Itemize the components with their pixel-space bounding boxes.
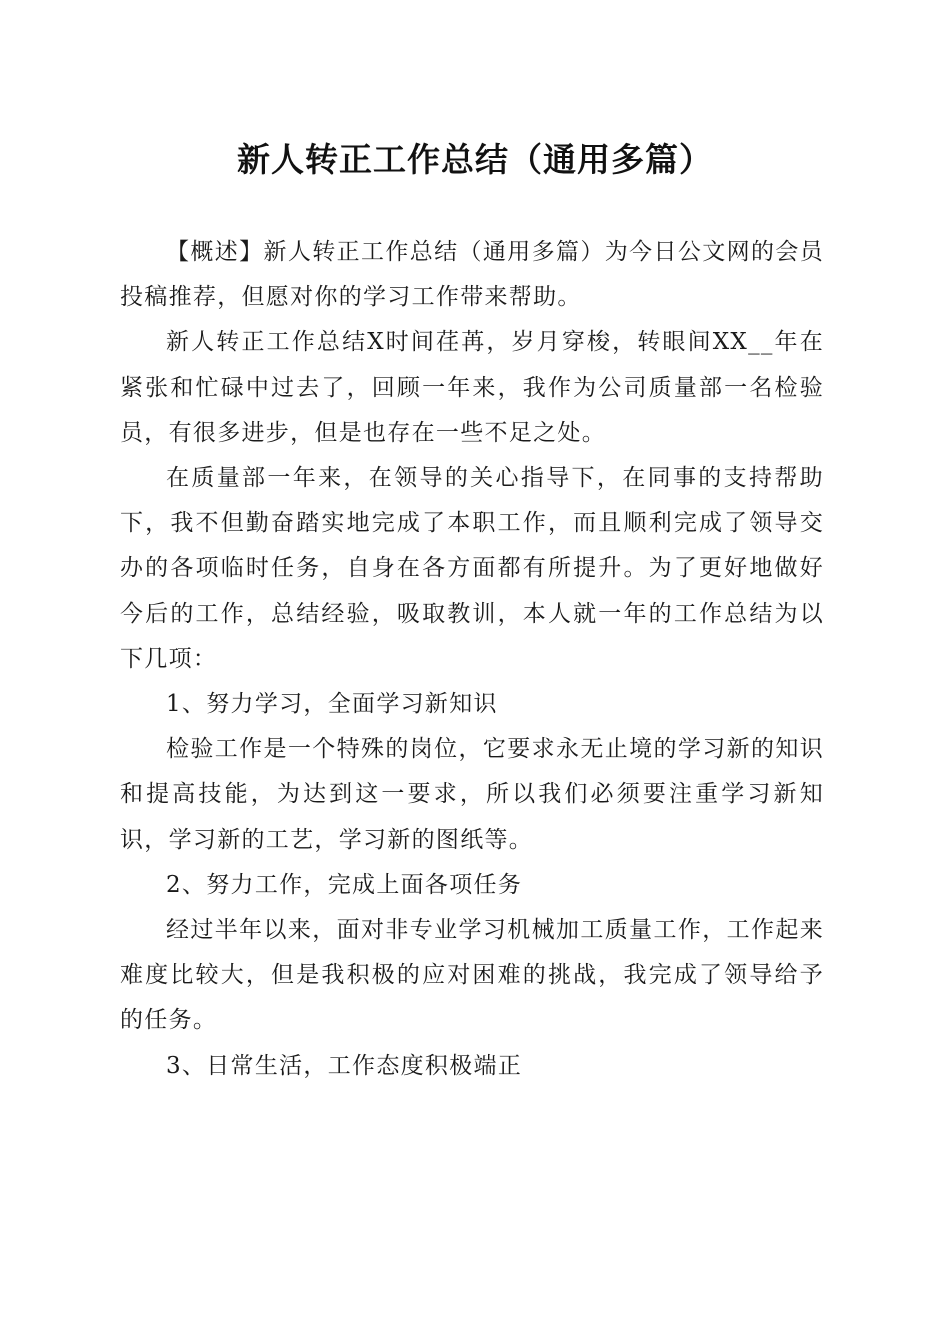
paragraph-section-1: 检验工作是一个特殊的岗位，它要求永无止境的学习新的知识和提高技能，为达到这一要求，所以我们必须要注重学习新知识，学习新的工艺，学习新的图纸等。	[120, 736, 824, 853]
paragraph-overview: 【概述】新人转正工作总结（通用多篇）为今日公文网的会员投稿推荐，但愿对你的学习工作带来帮助。	[120, 239, 824, 311]
section-heading-1: 1、努力学习，全面学习新知识	[166, 691, 498, 718]
paragraph-summary: 在质量部一年来，在领导的关心指导下，在同事的支持帮助下，我不但勤奋踏实地完成了本职工作，而且顺利完成了领导交办的各项临时任务，自身在各方面都有所提升。为了更好地做好今后的工作，总结经验，吸取教训，本人就一年的工作总结为以下几项：	[120, 465, 824, 672]
section-heading-3: 3、日常生活，工作态度积极端正	[166, 1052, 523, 1079]
paragraph-intro: 新人转正工作总结X时间荏苒，岁月穿梭，转眼间XX__年在紧张和忙碌中过去了，回顾一年来，我作为公司质量部一名检验员，有很多进步，但是也存在一些不足之处。	[120, 329, 824, 446]
document-title: 新人转正工作总结（通用多篇）	[237, 140, 713, 179]
document-body	[120, 230, 824, 1089]
section-heading-2: 2、努力工作，完成上面各项任务	[166, 871, 523, 898]
paragraph-section-2: 经过半年以来，面对非专业学习机械加工质量工作，工作起来难度比较大，但是我积极的应对困难的挑战，我完成了领导给予的任务。	[120, 917, 824, 1034]
